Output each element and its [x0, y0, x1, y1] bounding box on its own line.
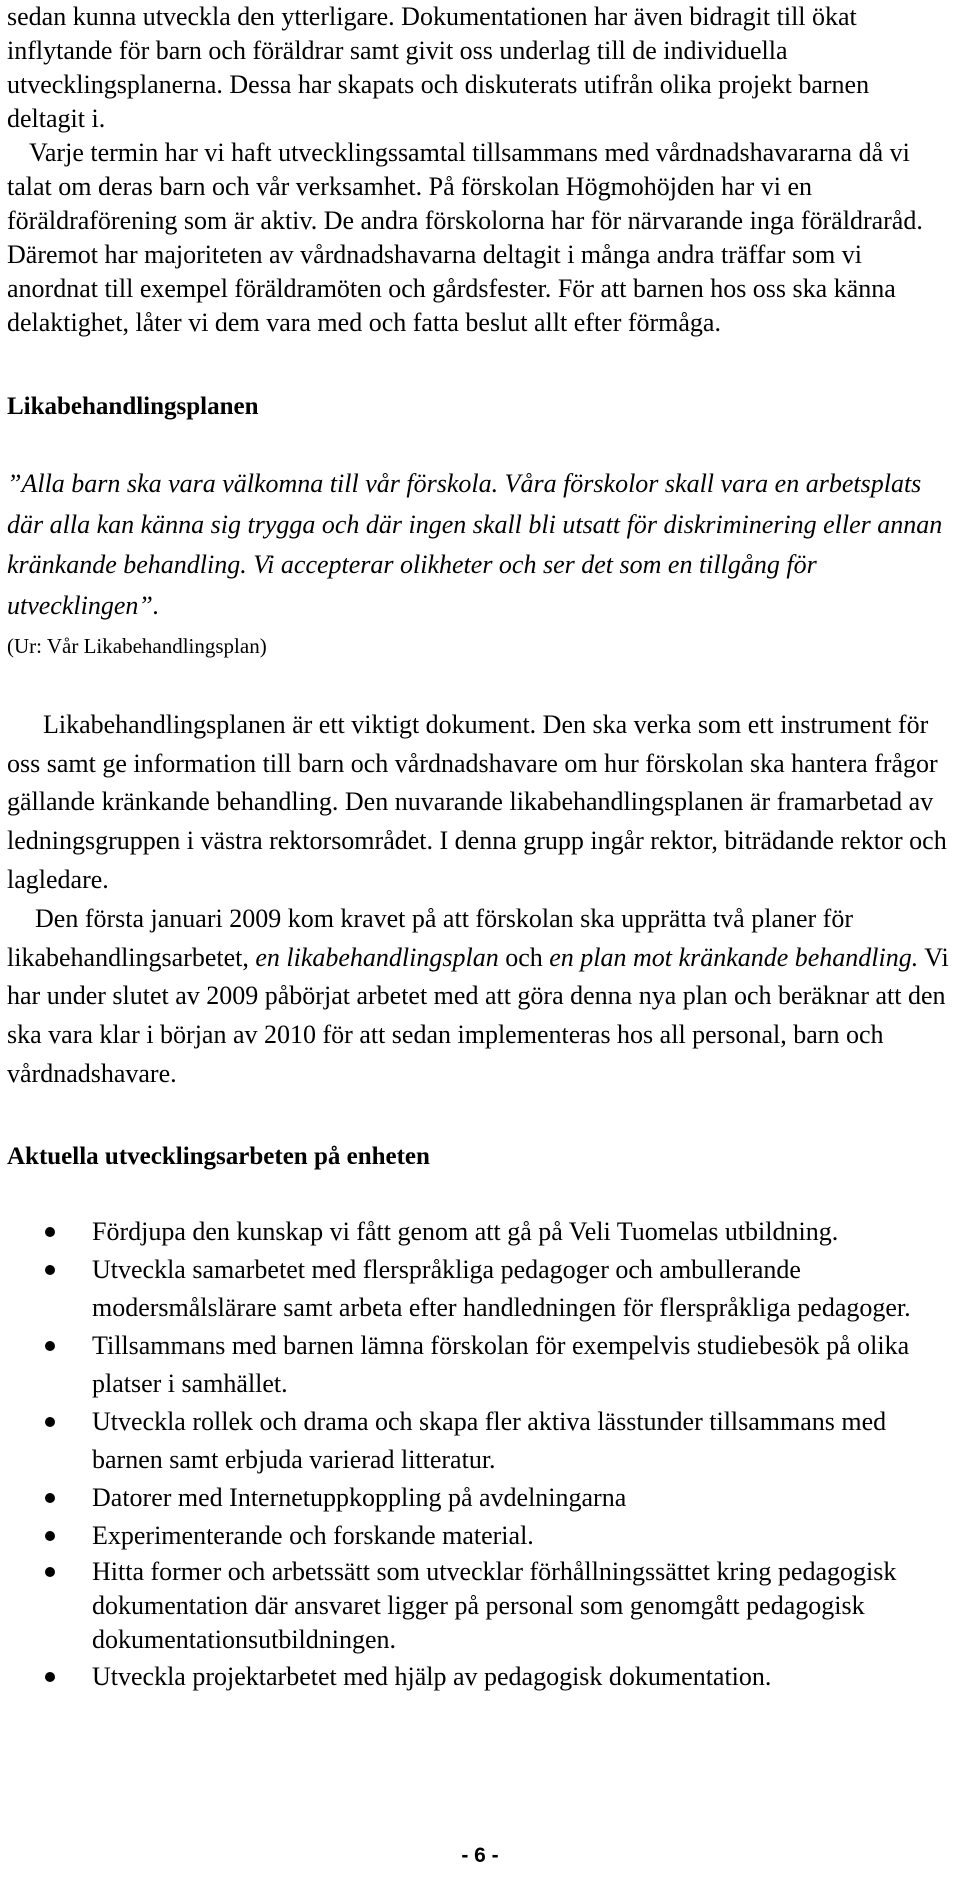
list-item: Hitta former och arbetssätt som utvecklar förhållningssättet kring pedagogisk dokumentation där ansvaret ligger på personal som genomgått pedagogisk dokumentationsutbildningen. — [0, 1555, 952, 1657]
bullet-icon — [45, 1341, 55, 1351]
intro-paragraph-1: sedan kunna utveckla den ytterligare. Dokumentationen har även bidragit till ökat inflytande för barn och föräldrar samt givit oss underlag till de individuella utvecklingsplanerna. Dessa har skapats och diskuterats utifrån olika projekt barnen deltagit i. — [7, 2, 870, 133]
intro-paragraph-2: Varje termin har vi haft utvecklingssamtal tillsammans med vårdnadshavararna då vi talat om deras barn och vår verksamhet. På förskolan Högmohöjden har vi en föräldraförening som är aktiv. De andra förskolorna har för närvarande inga föräldraråd. Däremot har majoriteten av vårdnadshavarna deltagit i många andra träffar som vi anordnat till exempel föräldramöten och gårdsfester. För att barnen hos oss ska känna delaktighet, låter vi dem vara med och fatta beslut allt efter förmåga. — [7, 138, 923, 337]
list-item: Utveckla projektarbetet med hjälp av pedagogisk dokumentation. — [0, 1657, 952, 1697]
list-item: Utveckla rollek och drama och skapa fler aktiva lässtunder tillsammans med barnen samt erbjuda varierad litteratur. — [0, 1403, 952, 1479]
bullet-icon — [45, 1265, 55, 1275]
bullet-icon — [45, 1672, 55, 1682]
likabehandling-paragraph-2: Den första januari 2009 kom kravet på att förskolan ska upprätta två planer för likabehandlingsarbetet, en likabehandlingsplan och en plan mot kränkande behandling. Vi har under slutet av 2009 påbörjat arbetet med att göra denna nya plan och beräknar att den ska vara klar i början av 2010 för att sedan implementeras hos all personal, barn och vårdnadshavare. — [7, 904, 949, 1088]
list-item: Utveckla samarbetet med flerspråkliga pedagoger och ambullerande modersmålslärare samt arbeta efter handledningen för flerspråkliga pedagoger. — [0, 1251, 952, 1327]
list-item: Fördjupa den kunskap vi fått genom att gå på Veli Tuomelas utbildning. — [0, 1213, 952, 1251]
bullet-icon — [45, 1567, 55, 1577]
page-number: - 6 - — [461, 1844, 499, 1867]
section-heading-likabehandlingsplanen: Likabehandlingsplanen — [7, 393, 259, 420]
quote-source: (Ur: Vår Likabehandlingsplan) — [7, 634, 267, 658]
section-heading-aktuella: Aktuella utvecklingsarbeten på enheten — [7, 1143, 430, 1170]
bullet-icon — [45, 1227, 55, 1237]
bullet-icon — [45, 1531, 55, 1541]
quote-paragraph: ”Alla barn ska vara välkomna till vår förskola. Våra förskolor skall vara en arbetsplats där alla kan känna sig trygga och där ingen skall bli utsatt för diskriminering eller annan kränkande behandling. Vi accepterar olikheter och ser det som en tillgång för utvecklingen”. — [7, 469, 943, 620]
list-item: Experimenterande och forskande material. — [0, 1517, 952, 1555]
bullet-icon — [45, 1417, 55, 1427]
bullet-icon — [45, 1493, 55, 1503]
list-item: Tillsammans med barnen lämna förskolan för exempelvis studiebesök på olika platser i samhället. — [0, 1327, 952, 1403]
likabehandling-paragraph-1: Likabehandlingsplanen är ett viktigt dokument. Den ska verka som ett instrument för oss samt ge information till barn och vårdnadshavare om hur förskolan ska hantera frågor gällande kränkande behandling. Den nuvarande likabehandlingsplanen är framarbetad av ledningsgruppen i västra rektorsområdet. I denna grupp ingår rektor, biträdande rektor och lagledare. — [7, 710, 947, 894]
list-item: Datorer med Internetuppkoppling på avdelningarna — [0, 1479, 952, 1517]
development-list — [0, 1213, 952, 1697]
